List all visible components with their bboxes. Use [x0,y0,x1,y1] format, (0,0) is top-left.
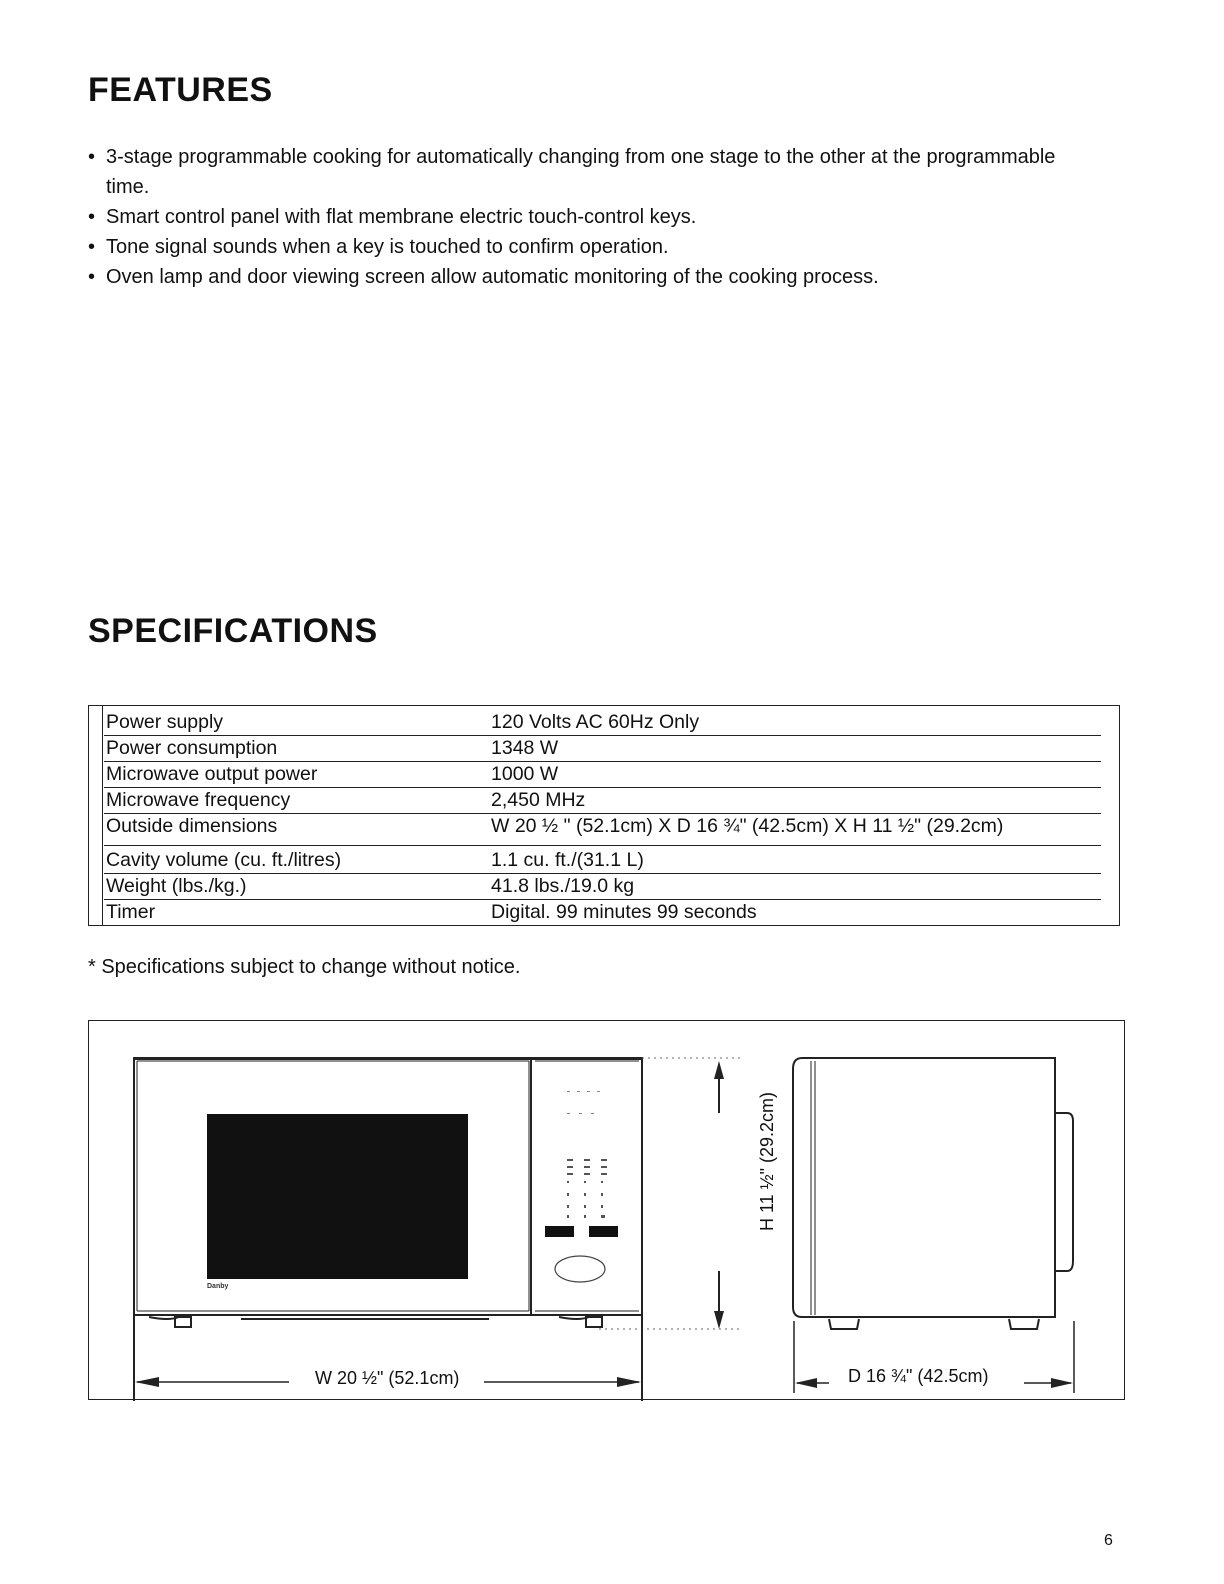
table-left-rule [102,706,103,925]
spec-label: Microwave frequency [106,789,291,811]
page-number: 6 [1104,1532,1113,1549]
spec-value: Digital. 99 minutes 99 seconds [491,901,757,923]
spec-row-power-supply [104,709,1101,736]
features-list [88,142,1068,292]
features-heading: FEATURES [88,71,273,109]
specifications-heading: SPECIFICATIONS [88,612,378,650]
feature-item: • Smart control panel with flat membrane electric touch-control keys. [88,202,1068,232]
spec-label: Weight (lbs./kg.) [106,875,247,897]
depth-dimension-label: D 16 ¾" (42.5cm) [842,1366,994,1387]
spec-label: Outside dimensions [106,815,278,837]
dimensions-diagram [88,1020,1125,1400]
spec-row-output-power [104,761,1101,788]
door-window [207,1114,468,1279]
spec-label: Power supply [106,711,224,733]
door-release-button [555,1256,605,1282]
spec-value: 2,450 MHz [491,789,586,811]
spec-value: 41.8 lbs./19.0 kg [491,875,635,897]
display-dots [567,1091,600,1114]
spec-value: W 20 ½ " (52.1cm) X D 16 ¾" (42.5cm) X H 11 ½" (29.2cm) [491,815,1004,837]
spec-value: 120 Volts AC 60Hz Only [491,711,700,733]
dimension-drawing [89,1021,1126,1401]
spec-value: 1000 W [491,763,559,785]
spec-row-dimensions [104,813,1101,846]
spec-row-power-consumption [104,735,1101,762]
feature-item: • Oven lamp and door viewing screen allow automatic monitoring of the cooking process. [88,262,1068,292]
spec-row-timer [104,899,1101,925]
specifications-note: * Specifications subject to change without notice. [88,956,521,978]
spec-row-frequency [104,787,1101,814]
spec-value: 1.1 cu. ft./(31.1 L) [491,849,644,871]
spec-label: Cavity volume (cu. ft./litres) [106,849,342,871]
height-dimension-label: H 11 ½" (29.2cm) [757,1088,778,1235]
front-feet [149,1317,602,1327]
control-keypad [567,1159,607,1218]
side-view [793,1058,1073,1329]
feature-item: • 3-stage programmable cooking for automatically changing from one stage to the other at the programmable time. [88,142,1068,202]
spec-value: 1348 W [491,737,559,759]
stop-clear-key [545,1226,574,1237]
start-key [589,1226,618,1237]
spec-row-weight [104,873,1101,900]
spec-label: Microwave output power [106,763,318,785]
feature-item: • Tone signal sounds when a key is touched to confirm operation. [88,232,1068,262]
spec-row-cavity-volume [104,847,1101,874]
specifications-table [88,705,1120,926]
brand-logo: Danby [207,1283,229,1290]
spec-label: Power consumption [106,737,278,759]
width-dimension-label: W 20 ½" (52.1cm) [307,1368,467,1389]
spec-label: Timer [106,901,156,923]
